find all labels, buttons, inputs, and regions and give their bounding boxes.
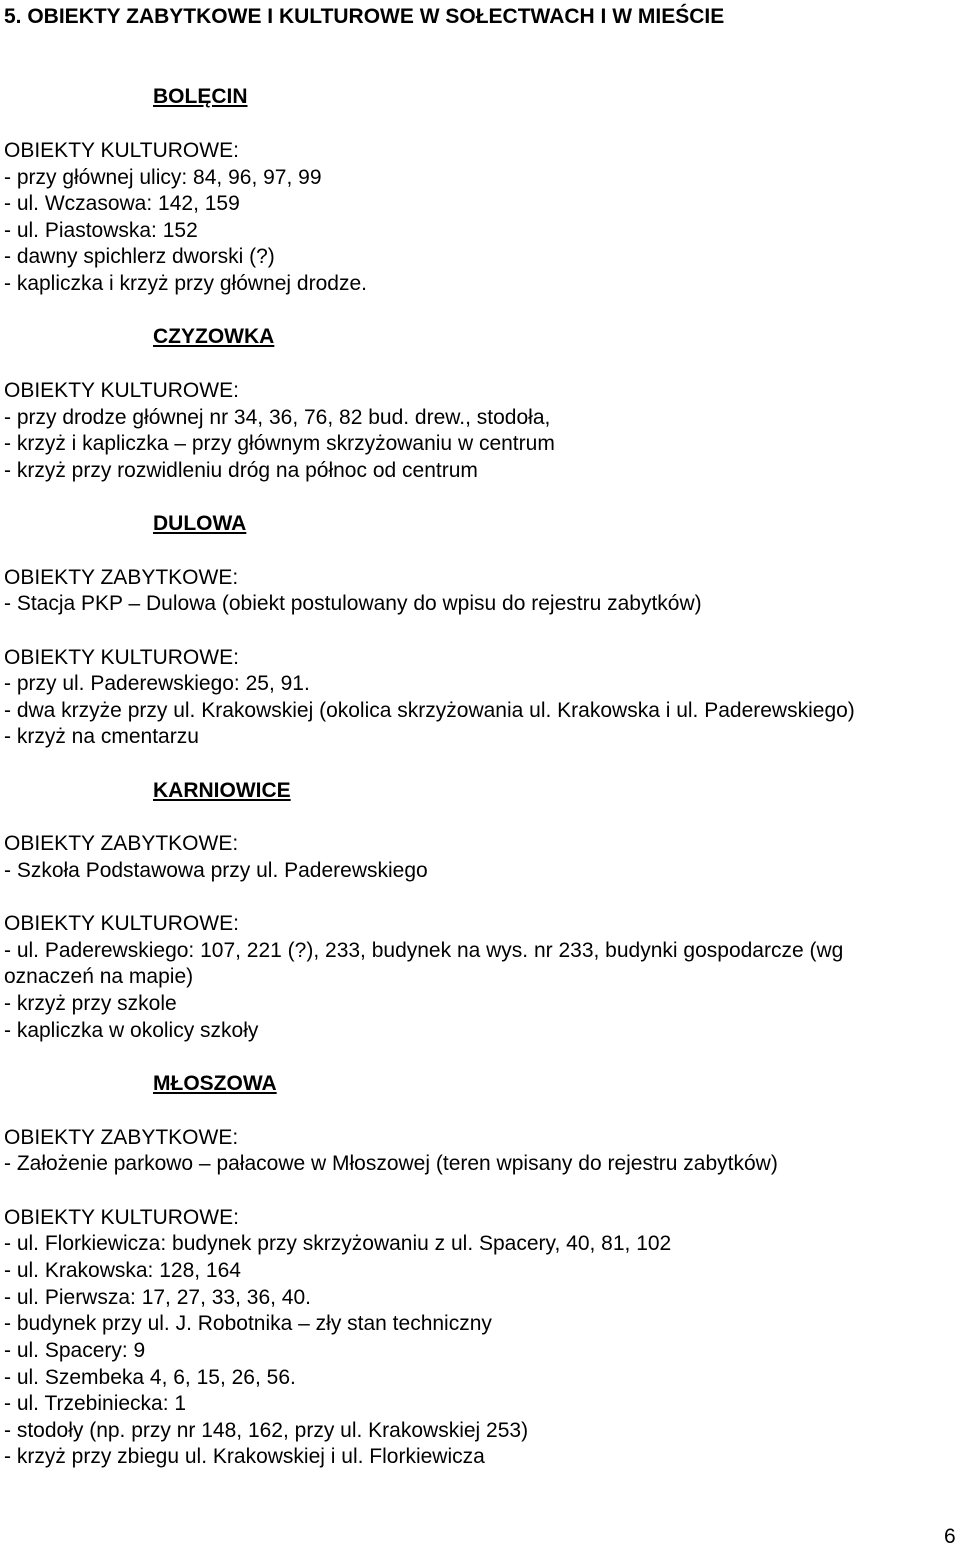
list-item: - ul. Spacery: 9 [4, 1339, 146, 1362]
list-item: - krzyż przy zbiegu ul. Krakowskiej i ul. Florkiewicza [4, 1445, 485, 1468]
list-item: - dawny spichlerz dworski (?) [4, 245, 275, 268]
list-item: - krzyż i kapliczka – przy głównym skrzyżowaniu w centrum [4, 432, 555, 455]
list-item: - krzyż przy szkole [4, 992, 177, 1015]
list-item: - przy głównej ulicy: 84, 96, 97, 99 [4, 166, 322, 189]
category-label: OBIEKTY ZABYTKOWE: [4, 832, 239, 855]
list-item: - Szkoła Podstawowa przy ul. Paderewskiego [4, 859, 428, 882]
category-label: OBIEKTY KULTUROWE: [4, 646, 239, 669]
list-item: - Stacja PKP – Dulowa (obiekt postulowany do wpisu do rejestru zabytków) [4, 592, 702, 615]
section-title-bolecin: BOLĘCIN [153, 85, 248, 108]
page-number: 6 [944, 1525, 956, 1548]
list-item: - ul. Florkiewicza: budynek przy skrzyżowaniu z ul. Spacery, 40, 81, 102 [4, 1232, 672, 1255]
list-item: - ul. Wczasowa: 142, 159 [4, 192, 240, 215]
list-item: - Założenie parkowo – pałacowe w Młoszowej (teren wpisany do rejestru zabytków) [4, 1152, 778, 1175]
list-item: - przy ul. Paderewskiego: 25, 91. [4, 672, 310, 695]
section-title-karniowice: KARNIOWICE [153, 779, 291, 802]
list-item: - ul. Paderewskiego: 107, 221 (?), 233, budynek na wys. nr 233, budynki gospodarcze (wg [4, 939, 844, 962]
list-item: - krzyż przy rozwidleniu dróg na północ od centrum [4, 459, 478, 482]
list-item: - ul. Szembeka 4, 6, 15, 26, 56. [4, 1366, 296, 1389]
section-title-mloszowa: MŁOSZOWA [153, 1072, 277, 1095]
list-item: - przy drodze głównej nr 34, 36, 76, 82 bud. drew., stodoła, [4, 406, 551, 429]
list-item: oznaczeń na mapie) [4, 965, 194, 988]
list-item: - ul. Pierwsza: 17, 27, 33, 36, 40. [4, 1286, 312, 1309]
category-label: OBIEKTY ZABYTKOWE: [4, 1126, 239, 1149]
list-item: - budynek przy ul. J. Robotnika – zły stan techniczny [4, 1312, 492, 1335]
list-item: - ul. Krakowska: 128, 164 [4, 1259, 241, 1282]
category-label: OBIEKTY KULTUROWE: [4, 1206, 239, 1229]
category-label: OBIEKTY ZABYTKOWE: [4, 566, 239, 589]
section-title-czyzowka: CZYZOWKA [153, 325, 275, 348]
list-item: - stodoły (np. przy nr 148, 162, przy ul. Krakowskiej 253) [4, 1419, 529, 1442]
list-item: - ul. Trzebiniecka: 1 [4, 1392, 187, 1415]
list-item: - kapliczka w okolicy szkoły [4, 1019, 259, 1042]
list-item: - ul. Piastowska: 152 [4, 219, 198, 242]
page-heading: 5. OBIEKTY ZABYTKOWE I KULTUROWE W SOŁECTWACH I W MIEŚCIE [4, 5, 725, 28]
category-label: OBIEKTY KULTUROWE: [4, 139, 239, 162]
list-item: - kapliczka i krzyż przy głównej drodze. [4, 272, 367, 295]
section-title-dulowa: DULOWA [153, 512, 247, 535]
list-item: - dwa krzyże przy ul. Krakowskiej (okolica skrzyżowania ul. Krakowska i ul. Paderewskiego) [4, 699, 855, 722]
category-label: OBIEKTY KULTUROWE: [4, 379, 239, 402]
list-item: - krzyż na cmentarzu [4, 725, 199, 748]
category-label: OBIEKTY KULTUROWE: [4, 912, 239, 935]
